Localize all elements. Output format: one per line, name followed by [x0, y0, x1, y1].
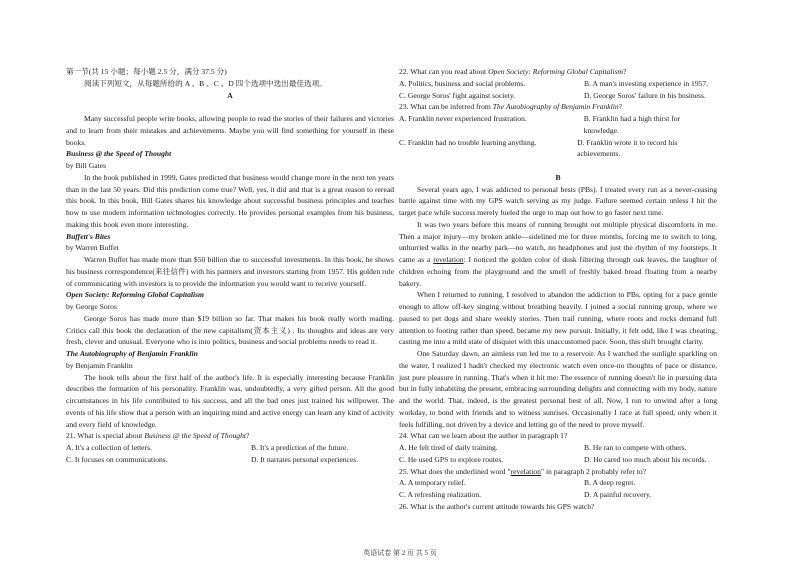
book-description: George Soros has made more than $19 billion so far. That makes his book really worth reading. Critics call this book the declaration of the new capitalism(资本主义) . Its thoughts and ideas are very fresh, clever and unusual. Everyone who is into politics, business and social problems needs to read it.	[66, 313, 394, 347]
question-25-stem: 25. What does the underlined word "revelation" in paragraph 2 probably refer to?	[399, 466, 647, 476]
passage-b-paragraph-1: Several years ago, I was addicted to personal bests (PBs). I treated every run as a never-ceasing battle against time with my GPS watch serving as my judge. Failure seemed certain unless I hit the target pace while success merely fueled the urge to map out how to go faster next time.	[399, 184, 717, 217]
option-d[interactable]: D. It narrates personal experiences.	[251, 454, 359, 464]
option-c[interactable]: C. Franklin had no trouble learning anything.	[399, 137, 537, 147]
book-title: Business @ the Speed of Thought	[66, 149, 172, 159]
question-21-options-row	[66, 442, 394, 454]
question-25-options-row	[399, 477, 717, 489]
question-22-stem: 22. What can you read about Open Society: Reforming Global Capitalism?	[399, 67, 627, 76]
page-footer: 英语试卷 第 2 页 共 5 页	[363, 549, 437, 557]
option-b[interactable]: B. Franklin had a high thirst for knowledge.	[583, 114, 681, 135]
option-d[interactable]: D. Franklin wrote it to record his achievements.	[577, 137, 678, 159]
question-25-options-row	[399, 489, 717, 501]
option-c[interactable]: C. George Soros' fight against society.	[399, 90, 516, 100]
option-b[interactable]: B. A deep regret.	[584, 478, 636, 488]
option-d[interactable]: D. He cared too much about his records.	[584, 454, 707, 464]
passage-b-label: B	[555, 172, 561, 182]
option-c[interactable]: C. A refreshing realization.	[399, 490, 482, 499]
question-22-options-row	[399, 78, 717, 90]
question-24-options-row	[399, 454, 717, 466]
option-a[interactable]: A. He felt tired of daily training.	[399, 443, 498, 452]
question-21-stem: 21. What is special about Business @ the Speed of Thought?	[66, 431, 250, 441]
book-author: by Bill Gates	[66, 161, 107, 170]
book-title: Buffett's Bites	[66, 231, 111, 241]
option-a[interactable]: A. It's a collection of letters.	[66, 443, 152, 452]
book-description: The book tells about the first half of the author's life. It is especially interesting because Franklin describes the formation of his personality. Franklin was, undoubtedly, a very gifted person. All the good circumstances in his life contributed to his success, and all the bad ones just trained his willpower. The events of his life show that a person with an inquiring mind and active energy can learn any kind of activity and every field of knowledge.	[66, 372, 394, 429]
question-23-options-row	[399, 137, 717, 161]
option-b[interactable]: B. It's a prediction of the future.	[251, 443, 349, 452]
section-header: 第一节(共 15 小题；每小题 2.5 分，满分 37.5 分)	[66, 67, 227, 76]
option-a[interactable]: A. A temporary relief.	[399, 478, 466, 488]
book-author: by Benjamin Franklin	[66, 360, 133, 370]
passage-a-label: A	[227, 90, 233, 100]
option-b[interactable]: B. He ran to compete with others.	[584, 443, 687, 452]
option-a[interactable]: A. Franklin never experienced frustration.	[399, 114, 527, 123]
book-author: by Warren Buffet	[66, 243, 119, 253]
book-author: by George Soros	[66, 302, 117, 311]
right-column	[399, 66, 717, 513]
question-24-options-row	[399, 442, 717, 454]
question-24-stem: 24. What can we learn about the author in paragraph 1?	[399, 431, 568, 441]
book-title: Open Society: Reforming Global Capitalism	[66, 290, 204, 300]
question-23-stem: 23. What can be inferred from The Autobiography of Benjamin Franklin?	[399, 102, 623, 112]
left-column	[66, 66, 394, 466]
instruction: 阅读下列短文，从每题所给的 A 、B 、C 、D 四个选项中选出最佳选项。	[84, 78, 327, 88]
option-b[interactable]: B. A man's investing experience in 1957.	[584, 78, 709, 88]
option-c[interactable]: C. It focuses on communications.	[66, 454, 168, 464]
passage-b-paragraph-4: One Saturday dawn, an aimless run led me to a reservoir. As I watched the sunlight sparkling on the water, I realized I hadn't checked my electronic watch even once-no thoughts of pace or distance, just pure pleasure in running. That's when it hit me: The essence of running doesn't lie in pursuing data but in fully inhabiting the present, embracing surrounding delights and connecting with my body, nature and the world. That, indeed, is the greatest personal best of all. Now, I run to unwind after a long workday, to bond with friends and to witness sunrises. Occasionally I race at full speed, only when it feels fulfilling, not driven by a device and letting go of the need to prove myself.	[399, 349, 717, 429]
question-26-stem: 26. What is the author's current attitude towards his GPS watch?	[399, 501, 595, 511]
passage-b-paragraph-3: When I returned to running, I resolved to abandon the addiction to PBs, opting for a pace gentle enough to allow off-key singing without breathing heavily. I joined a social running group, where we paused to pet dogs and share weekly stories. Then trail running, where roots and rocks demand full attention to footing rather than speed, became my new pursuit. Initially, it felt odd, like I was cheating, casting me into a mild state of disquiet with this unaccustomed pace. Soon, this shift brought clarity.	[399, 290, 717, 347]
question-23-options-row	[399, 113, 717, 137]
passage-b-paragraph-2: It was two years before this means of running brought out multiple physical discomforts in me. Then a major injury—my broken ankle—sidelined me for three months, forcing me to switch to long, unhurried walks in the nearby park—no watch, no headphones and just the rhythm of my footsteps. It came as a revelation: I noticed the golden color of dusk filtering through oak leaves, the laughter of children echoing from the playground and the smell of freshly baked bread floating from a nearby bakery.	[399, 219, 717, 288]
option-d[interactable]: D. A painful recovery.	[584, 490, 652, 499]
question-21-options-row	[66, 454, 394, 466]
book-description: Warren Buffet has made more than $50 billion due to successful investments. In this book, he shows his business correspondence(来往信件) with his partners and investors starting from 1957. His golden rule of communicating with investors is to provide the information you would want to receive yourself.	[66, 255, 394, 288]
underlined-word: revelation	[433, 255, 464, 264]
option-c[interactable]: C. He used GPS to explore routes.	[399, 454, 504, 464]
book-title: The Autobiography of Benjamin Franklin	[66, 349, 198, 358]
option-d[interactable]: D. George Soros' failure in his business.	[584, 90, 706, 100]
option-a[interactable]: A. Politics, business and social problems.	[399, 78, 526, 88]
question-22-options-row	[399, 90, 717, 102]
passage-a-intro: Many successful people write books, allowing people to read the stories of their failures and victories and to learn from their mistakes and achievements. Maybe you will find something for yourself in these books.	[66, 114, 394, 147]
book-description: In the book published in 1999, Gates predicted that business would change more in the next ten years than in the last 50 years. Did this prediction come true? Well, yes, it did and that is a great reason to reread this book. In this book, Bill Gates shares his knowledge about successful business principles and teaches how to use modern information technologies correctly. He provides personal examples from his business, making this book even more interesting.	[66, 172, 394, 229]
